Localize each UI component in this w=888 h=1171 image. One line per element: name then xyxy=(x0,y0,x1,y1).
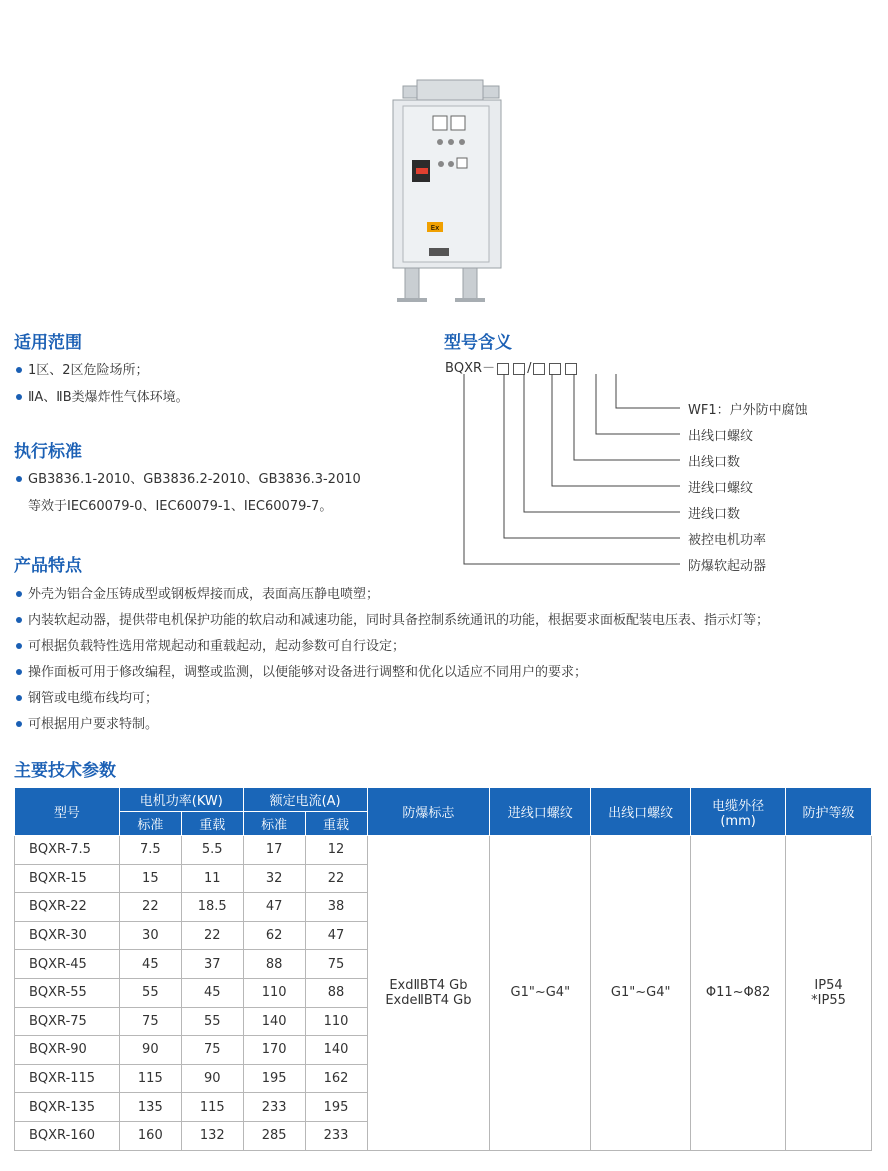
product-image xyxy=(385,72,515,304)
cell-value: 62 xyxy=(243,921,305,950)
standards-item: 等效于IEC60079-0、IEC60079-1、IEC60079-7。 xyxy=(28,499,333,514)
cell-model: BQXR-55 xyxy=(15,978,120,1007)
table-row xyxy=(15,836,872,865)
cell-value: 17 xyxy=(243,836,305,865)
cell-model: BQXR-90 xyxy=(15,1036,120,1065)
cell-value: 88 xyxy=(243,950,305,979)
cell-value: 195 xyxy=(305,1093,367,1122)
th-cable: 电缆外径 (mm) xyxy=(691,788,786,836)
cell-value: 38 xyxy=(305,893,367,922)
feature-item: 操作面板可用于修改编程，调整或监测，以便能够对设备进行调整和优化以适应不同用户的要求； xyxy=(16,661,587,680)
feature-item: 内装软起动器，提供带电机保护功能的软启动和减速功能，同时具备控制系统通讯的功能，根据要求面板配装电压表、指示灯等； xyxy=(16,609,769,628)
cell-model: BQXR-22 xyxy=(15,893,120,922)
model-label: 被控电机功率 xyxy=(688,533,767,548)
th-current-std: 标准 xyxy=(243,812,305,836)
model-label: 进线口螺纹 xyxy=(688,481,754,496)
cell-model: BQXR-75 xyxy=(15,1007,120,1036)
cell-value: 32 xyxy=(243,864,305,893)
th-protection: 防护等级 xyxy=(786,788,872,836)
scope-item: ⅡA、ⅡB类爆炸性气体环境。 xyxy=(16,386,189,405)
cell-protection: IP54 *IP55 xyxy=(786,836,872,1151)
cell-value: 55 xyxy=(119,978,181,1007)
cell-model: BQXR-115 xyxy=(15,1064,120,1093)
th-power-std: 标准 xyxy=(119,812,181,836)
model-label: WF1：户外防中腐蚀 xyxy=(688,403,808,418)
th-power: 电机功率(KW) xyxy=(119,788,243,812)
cell-value: 47 xyxy=(243,893,305,922)
cell-value: 195 xyxy=(243,1064,305,1093)
cell-value: 37 xyxy=(181,950,243,979)
cell-value: 45 xyxy=(119,950,181,979)
standards-title: 执行标准 xyxy=(14,442,82,462)
th-model: 型号 xyxy=(15,788,120,836)
cell-model: BQXR-135 xyxy=(15,1093,120,1122)
cell-value: 5.5 xyxy=(181,836,243,865)
cell-model: BQXR-15 xyxy=(15,864,120,893)
feature-item: 可根据用户要求特制。 xyxy=(16,713,158,732)
feature-item: 外壳为铝合金压铸成型或钢板焊接而成，表面高压静电喷塑； xyxy=(16,583,379,602)
cell-value: 162 xyxy=(305,1064,367,1093)
th-inlet: 进线口螺纹 xyxy=(490,788,591,836)
cell-value: 140 xyxy=(305,1036,367,1065)
cell-value: 90 xyxy=(119,1036,181,1065)
cell-value: 115 xyxy=(119,1064,181,1093)
cell-ex-mark: ExdⅡBT4 Gb ExdeⅡBT4 Gb xyxy=(367,836,490,1151)
cell-value: 22 xyxy=(181,921,243,950)
th-power-heavy: 重载 xyxy=(181,812,243,836)
model-title: 型号含义 xyxy=(444,333,512,353)
cell-value: 140 xyxy=(243,1007,305,1036)
cell-value: 47 xyxy=(305,921,367,950)
cell-value: 115 xyxy=(181,1093,243,1122)
th-mark: 防爆标志 xyxy=(367,788,490,836)
cell-value: 132 xyxy=(181,1121,243,1150)
cell-value: 11 xyxy=(181,864,243,893)
cell-value: 75 xyxy=(181,1036,243,1065)
cell-value: 110 xyxy=(305,1007,367,1036)
feature-item: 可根据负载特性选用常规起动和重载起动，起动参数可自行设定； xyxy=(16,635,405,654)
th-outlet: 出线口螺纹 xyxy=(591,788,691,836)
cell-value: 12 xyxy=(305,836,367,865)
feature-item: 钢管或电缆布线均可； xyxy=(16,687,158,706)
cell-value: 18.5 xyxy=(181,893,243,922)
cell-value: 160 xyxy=(119,1121,181,1150)
cell-value: 110 xyxy=(243,978,305,1007)
cell-value: 88 xyxy=(305,978,367,1007)
cell-model: BQXR-45 xyxy=(15,950,120,979)
cell-value: 7.5 xyxy=(119,836,181,865)
model-label: 出线口数 xyxy=(688,455,741,470)
model-connector-lines xyxy=(440,370,680,570)
cell-model: BQXR-160 xyxy=(15,1121,120,1150)
model-code: BQXR－ / xyxy=(445,357,579,376)
cell-value: 75 xyxy=(119,1007,181,1036)
cell-value: 15 xyxy=(119,864,181,893)
cell-value: 90 xyxy=(181,1064,243,1093)
th-current-heavy: 重载 xyxy=(305,812,367,836)
spec-table xyxy=(14,787,872,1151)
model-label: 出线口螺纹 xyxy=(688,429,754,444)
cell-value: 45 xyxy=(181,978,243,1007)
th-current: 额定电流(A) xyxy=(243,788,367,812)
cell-value: 285 xyxy=(243,1121,305,1150)
cell-value: 55 xyxy=(181,1007,243,1036)
scope-title: 适用范围 xyxy=(14,333,82,353)
cell-inlet-thread: G1"~G4" xyxy=(490,836,591,1151)
cell-outlet-thread: G1"~G4" xyxy=(591,836,691,1151)
cell-cable-diameter: Φ11~Φ82 xyxy=(691,836,786,1151)
standards-item: GB3836.1-2010、GB3836.2-2010、GB3836.3-2010 xyxy=(16,468,361,487)
features-title: 产品特点 xyxy=(14,556,82,576)
cell-value: 233 xyxy=(243,1093,305,1122)
cell-model: BQXR-30 xyxy=(15,921,120,950)
cell-value: 233 xyxy=(305,1121,367,1150)
model-label: 防爆软起动器 xyxy=(688,559,767,574)
cell-model: BQXR-7.5 xyxy=(15,836,120,865)
scope-item: 1区、2区危险场所； xyxy=(16,359,149,378)
cell-value: 135 xyxy=(119,1093,181,1122)
ex-badge: Ex xyxy=(430,224,440,232)
model-label: 进线口数 xyxy=(688,507,741,522)
cell-value: 75 xyxy=(305,950,367,979)
params-title: 主要技术参数 xyxy=(14,761,116,781)
cell-value: 22 xyxy=(305,864,367,893)
cell-value: 170 xyxy=(243,1036,305,1065)
cell-value: 30 xyxy=(119,921,181,950)
cell-value: 22 xyxy=(119,893,181,922)
